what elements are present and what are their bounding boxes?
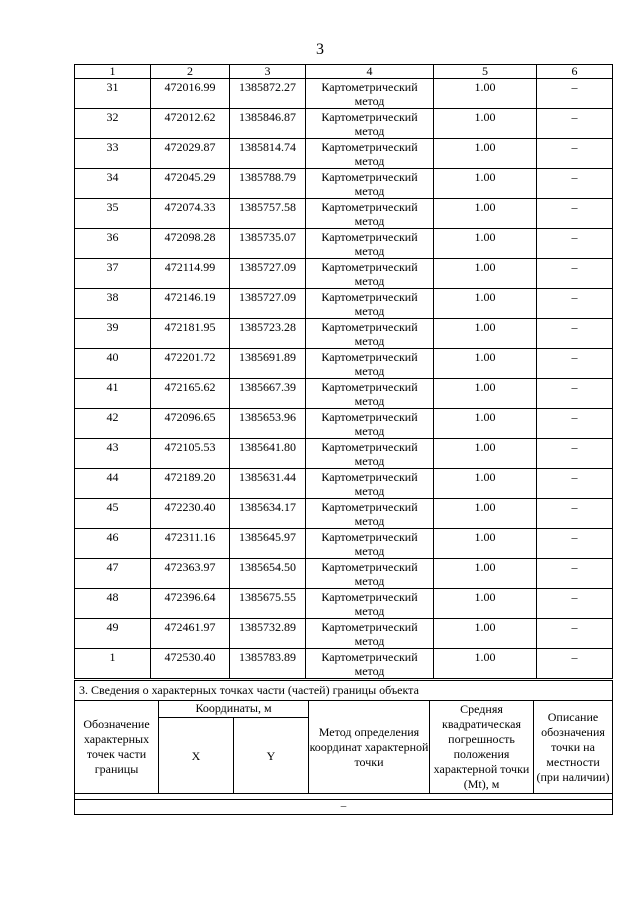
point-number-cell: 43 — [75, 439, 151, 469]
accuracy-cell: 1.00 — [434, 559, 537, 589]
description-cell: – — [537, 139, 613, 169]
empty-mark: – — [75, 800, 613, 815]
table-row — [75, 529, 613, 559]
section3-table — [74, 680, 613, 815]
y-coordinate-cell: 1385727.09 — [230, 289, 306, 319]
method-cell: Картометрический метод — [306, 319, 434, 349]
point-number-cell: 41 — [75, 379, 151, 409]
method-cell: Картометрический метод — [306, 439, 434, 469]
column-number: 3 — [230, 65, 306, 79]
y-coordinate-cell: 1385631.44 — [230, 469, 306, 499]
method-cell: Картометрический метод — [306, 289, 434, 319]
description-cell: – — [537, 229, 613, 259]
y-coordinate-cell: 1385735.07 — [230, 229, 306, 259]
x-coordinate-cell: 472114.99 — [151, 259, 230, 289]
method-cell: Картометрический метод — [306, 649, 434, 679]
y-coordinate-cell: 1385667.39 — [230, 379, 306, 409]
method-cell: Картометрический метод — [306, 79, 434, 109]
point-number-cell: 34 — [75, 169, 151, 199]
section3-title: 3. Сведения о характерных точках части (частей) границы объекта — [75, 681, 613, 701]
accuracy-cell: 1.00 — [434, 139, 537, 169]
description-cell: – — [537, 379, 613, 409]
point-number-cell: 36 — [75, 229, 151, 259]
accuracy-cell: 1.00 — [434, 349, 537, 379]
table-row — [75, 349, 613, 379]
y-coordinate-cell: 1385727.09 — [230, 259, 306, 289]
header-method: Метод определения координат характерной точки — [309, 701, 430, 794]
description-cell: – — [537, 289, 613, 319]
method-cell: Картометрический метод — [306, 469, 434, 499]
column-number: 4 — [306, 65, 434, 79]
point-number-cell: 49 — [75, 619, 151, 649]
method-cell: Картометрический метод — [306, 259, 434, 289]
y-coordinate-cell: 1385846.87 — [230, 109, 306, 139]
x-coordinate-cell: 472461.97 — [151, 619, 230, 649]
table-row — [75, 139, 613, 169]
point-number-cell: 33 — [75, 139, 151, 169]
y-coordinate-cell: 1385654.50 — [230, 559, 306, 589]
description-cell: – — [537, 349, 613, 379]
y-coordinate-cell: 1385653.96 — [230, 409, 306, 439]
point-number-cell: 47 — [75, 559, 151, 589]
method-cell: Картометрический метод — [306, 559, 434, 589]
description-cell: – — [537, 199, 613, 229]
description-cell: – — [537, 499, 613, 529]
description-cell: – — [537, 169, 613, 199]
y-coordinate-cell: 1385645.97 — [230, 529, 306, 559]
point-number-cell: 40 — [75, 349, 151, 379]
description-cell: – — [537, 439, 613, 469]
y-coordinate-cell: 1385757.58 — [230, 199, 306, 229]
column-number: 1 — [75, 65, 151, 79]
x-coordinate-cell: 472165.62 — [151, 379, 230, 409]
x-coordinate-cell: 472074.33 — [151, 199, 230, 229]
table-row — [75, 469, 613, 499]
method-cell: Картометрический метод — [306, 109, 434, 139]
description-cell: – — [537, 649, 613, 679]
y-coordinate-cell: 1385634.17 — [230, 499, 306, 529]
header-y: Y — [234, 718, 309, 794]
method-cell: Картометрический метод — [306, 619, 434, 649]
description-cell: – — [537, 469, 613, 499]
point-number-cell: 44 — [75, 469, 151, 499]
accuracy-cell: 1.00 — [434, 199, 537, 229]
header-point-designation: Обозначение характерных точек части границы — [75, 701, 159, 794]
header-x: X — [159, 718, 234, 794]
header-accuracy: Средняя квадратическая погрешность положения характерной точки (Mt), м — [430, 701, 534, 794]
point-number-cell: 39 — [75, 319, 151, 349]
table-row — [75, 109, 613, 139]
table-row — [75, 499, 613, 529]
x-coordinate-cell: 472012.62 — [151, 109, 230, 139]
point-number-cell: 35 — [75, 199, 151, 229]
table-row — [75, 409, 613, 439]
table-row — [75, 289, 613, 319]
accuracy-cell: 1.00 — [434, 319, 537, 349]
column-number: 5 — [434, 65, 537, 79]
table-row — [75, 229, 613, 259]
point-number-cell: 42 — [75, 409, 151, 439]
column-number: 2 — [151, 65, 230, 79]
x-coordinate-cell: 472098.28 — [151, 229, 230, 259]
accuracy-cell: 1.00 — [434, 439, 537, 469]
point-number-cell: 45 — [75, 499, 151, 529]
x-coordinate-cell: 472016.99 — [151, 79, 230, 109]
y-coordinate-cell: 1385814.74 — [230, 139, 306, 169]
x-coordinate-cell: 472189.20 — [151, 469, 230, 499]
description-cell: – — [537, 409, 613, 439]
point-number-cell: 1 — [75, 649, 151, 679]
x-coordinate-cell: 472096.65 — [151, 409, 230, 439]
table-row — [75, 79, 613, 109]
accuracy-cell: 1.00 — [434, 229, 537, 259]
method-cell: Картометрический метод — [306, 409, 434, 439]
point-number-cell: 46 — [75, 529, 151, 559]
table-row — [75, 259, 613, 289]
point-number-cell: 38 — [75, 289, 151, 319]
description-cell: – — [537, 109, 613, 139]
accuracy-cell: 1.00 — [434, 499, 537, 529]
method-cell: Картометрический метод — [306, 349, 434, 379]
y-coordinate-cell: 1385675.55 — [230, 589, 306, 619]
description-cell: – — [537, 79, 613, 109]
column-number: 6 — [537, 65, 613, 79]
y-coordinate-cell: 1385788.79 — [230, 169, 306, 199]
header-coordinates: Координаты, м — [159, 701, 309, 718]
x-coordinate-cell: 472230.40 — [151, 499, 230, 529]
accuracy-cell: 1.00 — [434, 619, 537, 649]
method-cell: Картометрический метод — [306, 589, 434, 619]
header-description: Описание обозначения точки на местности (при наличии) — [534, 701, 613, 794]
x-coordinate-cell: 472181.95 — [151, 319, 230, 349]
y-coordinate-cell: 1385641.80 — [230, 439, 306, 469]
method-cell: Картометрический метод — [306, 139, 434, 169]
x-coordinate-cell: 472396.64 — [151, 589, 230, 619]
x-coordinate-cell: 472146.19 — [151, 289, 230, 319]
description-cell: – — [537, 529, 613, 559]
x-coordinate-cell: 472201.72 — [151, 349, 230, 379]
x-coordinate-cell: 472311.16 — [151, 529, 230, 559]
x-coordinate-cell: 472105.53 — [151, 439, 230, 469]
y-coordinate-cell: 1385732.89 — [230, 619, 306, 649]
accuracy-cell: 1.00 — [434, 529, 537, 559]
accuracy-cell: 1.00 — [434, 379, 537, 409]
x-coordinate-cell: 472029.87 — [151, 139, 230, 169]
method-cell: Картометрический метод — [306, 229, 434, 259]
y-coordinate-cell: 1385872.27 — [230, 79, 306, 109]
table-row — [75, 439, 613, 469]
table-row — [75, 559, 613, 589]
table-row — [75, 319, 613, 349]
table-row — [75, 649, 613, 679]
description-cell: – — [537, 259, 613, 289]
table-row — [75, 379, 613, 409]
boundary-points-table — [74, 64, 613, 679]
method-cell: Картометрический метод — [306, 529, 434, 559]
table-row — [75, 619, 613, 649]
accuracy-cell: 1.00 — [434, 109, 537, 139]
point-number-cell: 48 — [75, 589, 151, 619]
accuracy-cell: 1.00 — [434, 469, 537, 499]
x-coordinate-cell: 472530.40 — [151, 649, 230, 679]
method-cell: Картометрический метод — [306, 199, 434, 229]
accuracy-cell: 1.00 — [434, 409, 537, 439]
y-coordinate-cell: 1385783.89 — [230, 649, 306, 679]
x-coordinate-cell: 472363.97 — [151, 559, 230, 589]
x-coordinate-cell: 472045.29 — [151, 169, 230, 199]
table-row — [75, 169, 613, 199]
accuracy-cell: 1.00 — [434, 649, 537, 679]
point-number-cell: 32 — [75, 109, 151, 139]
description-cell: – — [537, 589, 613, 619]
accuracy-cell: 1.00 — [434, 289, 537, 319]
y-coordinate-cell: 1385723.28 — [230, 319, 306, 349]
point-number-cell: 31 — [75, 79, 151, 109]
point-number-cell: 37 — [75, 259, 151, 289]
column-number-row — [75, 65, 613, 79]
accuracy-cell: 1.00 — [434, 589, 537, 619]
accuracy-cell: 1.00 — [434, 259, 537, 289]
page-number: 3 — [316, 41, 324, 58]
table-row — [75, 589, 613, 619]
method-cell: Картометрический метод — [306, 379, 434, 409]
method-cell: Картометрический метод — [306, 169, 434, 199]
description-cell: – — [537, 619, 613, 649]
method-cell: Картометрический метод — [306, 499, 434, 529]
description-cell: – — [537, 319, 613, 349]
accuracy-cell: 1.00 — [434, 79, 537, 109]
y-coordinate-cell: 1385691.89 — [230, 349, 306, 379]
accuracy-cell: 1.00 — [434, 169, 537, 199]
description-cell: – — [537, 559, 613, 589]
table-row — [75, 199, 613, 229]
